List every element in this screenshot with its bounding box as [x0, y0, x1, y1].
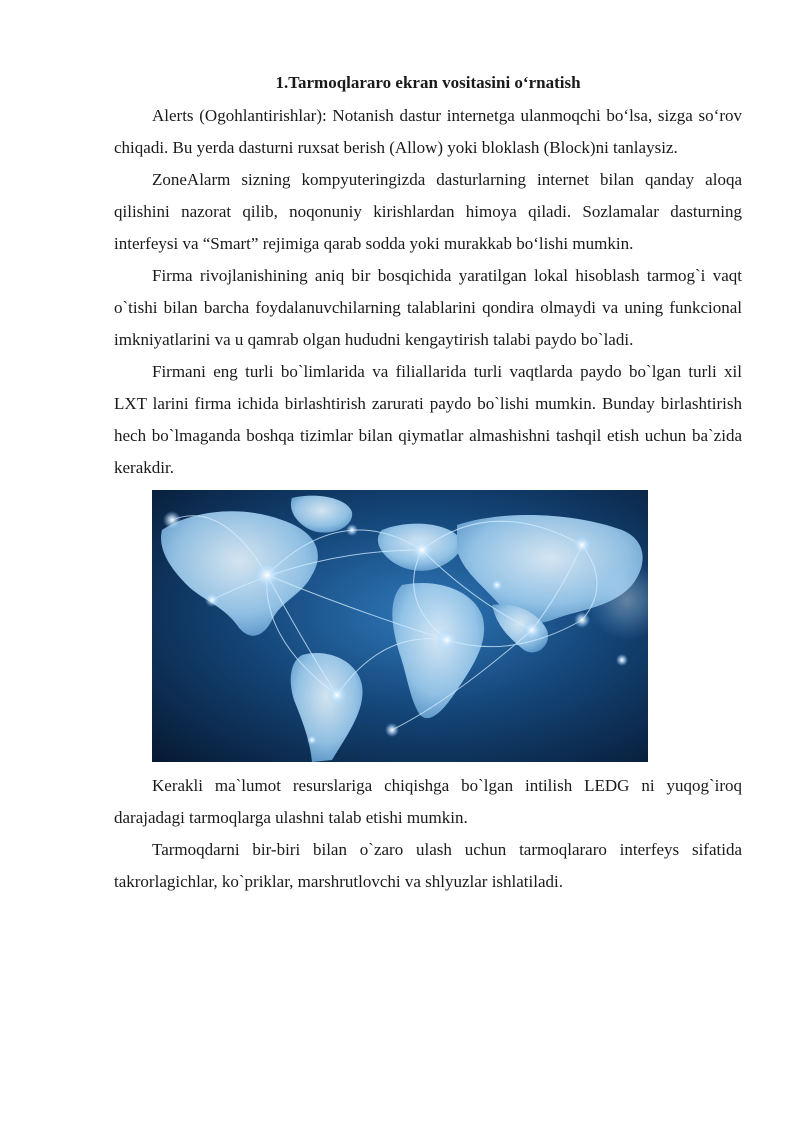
- world-network-image: [152, 490, 648, 762]
- paragraph-lxt-merge: Firmani eng turli bo`limlarida va filiallarida turli vaqtlarda paydo bo`lgan turli xil LXT larini firma ichida birlashtirish zarurati paydo bo`lishi mumkin. Bunday birlashtirish hech bo`lmaganda boshqa tizimlar bilan qiymatlar almashishni tashqil etish uchun ba`zida kerakdir.: [114, 362, 742, 477]
- paragraph-zonealarm: ZoneAlarm sizning kompyuteringizda dasturlarning internet bilan qanday aloqa qilishini nazorat qilib, noqonuniy kirishlardan himoya qiladi. Sozlamalar dasturning interfeysi va “Smart” rejimiga qarab sodda yoki murakkab bo‘lishi mumkin.: [114, 170, 742, 253]
- paragraph-alerts: Alerts (Ogohlantirishlar): Notanish dastur internetga ulanmoqchi bo‘lsa, sizga so‘rov chiqadi. Bu yerda dasturni ruxsat berish (Allow) yoki bloklash (Block)ni tanlaysiz.: [114, 106, 742, 157]
- globe-network-illustration: [152, 490, 648, 762]
- section-title: 1.Tarmoqlararo ekran vositasini o‘rnatish: [275, 73, 581, 92]
- paragraph-ledg: Kerakli ma`lumot resurslariga chiqishga bo`lgan intilish LEDG ni yuqog`iroq darajadagi tarmoqlarga ulashni talab etishi mumkin.: [114, 776, 742, 827]
- paragraph-interfaces: Tarmoqdarni bir-biri bilan o`zaro ulash uchun tarmoqlararo interfeys sifatida takrorlagichlar, ko`priklar, marshrutlovchi va shlyuzlar ishlatiladi.: [114, 840, 742, 891]
- document-page: [114, 72, 742, 898]
- paragraph-local-network: Firma rivojlanishining aniq bir bosqichida yaratilgan lokal hisoblash tarmog`i vaqt o`tishi bilan barcha foydalanuvchilarning talablarini qondira olmaydi va uning funkcional imkniyatlarini va u qamrab olgan hududni kengaytirish talabi paydo bo`ladi.: [114, 266, 742, 349]
